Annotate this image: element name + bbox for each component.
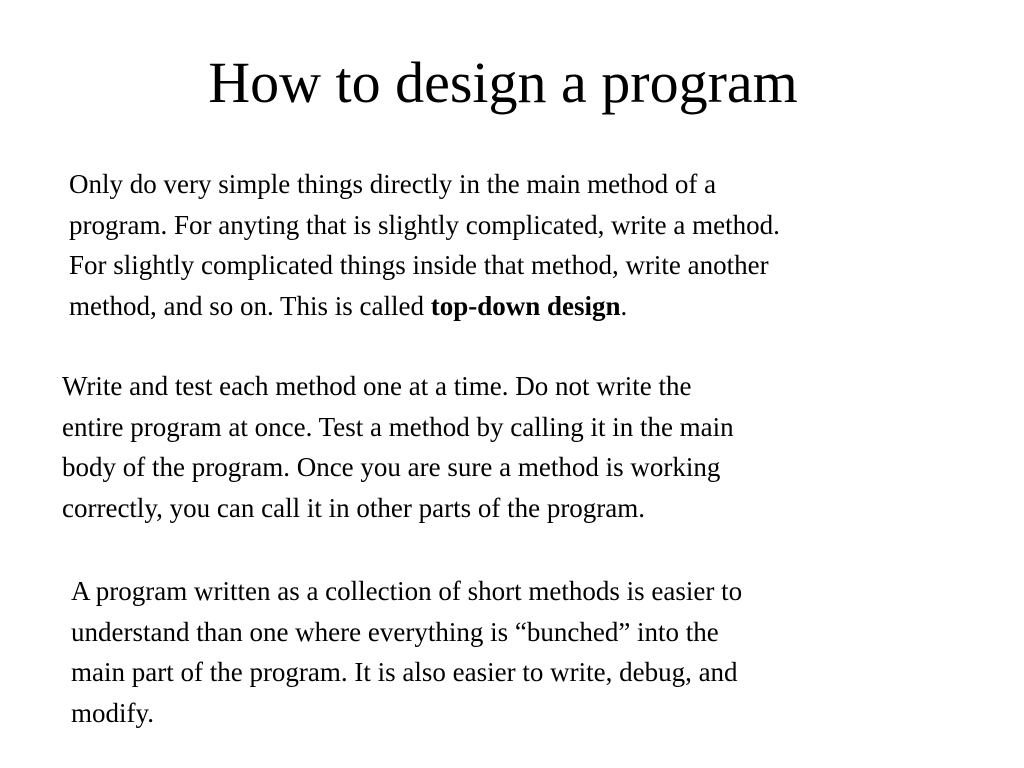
paragraph-line: body of the program. Once you are sure a method is working [62, 452, 721, 482]
paragraph-line: understand than one where everything is “bunched” into the [71, 616, 719, 647]
paragraph-short-methods [71, 571, 742, 733]
line-text: method, and so on. This is called [69, 290, 431, 321]
emphasized-term: top-down design [430, 290, 621, 321]
slide-title: How to design a program [208, 50, 798, 115]
paragraph-line: Only do very simple things directly in the main method of a [69, 169, 717, 199]
paragraph-line: A program written as a collection of short methods is easier to [71, 576, 743, 606]
paragraph-line: For slightly complicated things inside that method, write another [69, 250, 769, 280]
paragraph-write-and-test [62, 366, 734, 528]
paragraph-line [69, 286, 780, 327]
paragraph-line: Write and test each method one at a time. Do not write the [62, 371, 692, 401]
paragraph-line: entire program at once. Test a method by calling it in the main [62, 411, 734, 442]
paragraph-top-down-design [69, 164, 780, 326]
line-text: . [620, 290, 628, 321]
paragraph-line: main part of the program. It is also easier to write, debug, and [71, 657, 738, 687]
paragraph-line: correctly, you can call it in other parts of the program. [62, 492, 646, 523]
paragraph-line: modify. [71, 697, 154, 728]
paragraph-line: program. For anyting that is slightly complicated, write a method. [69, 209, 780, 240]
